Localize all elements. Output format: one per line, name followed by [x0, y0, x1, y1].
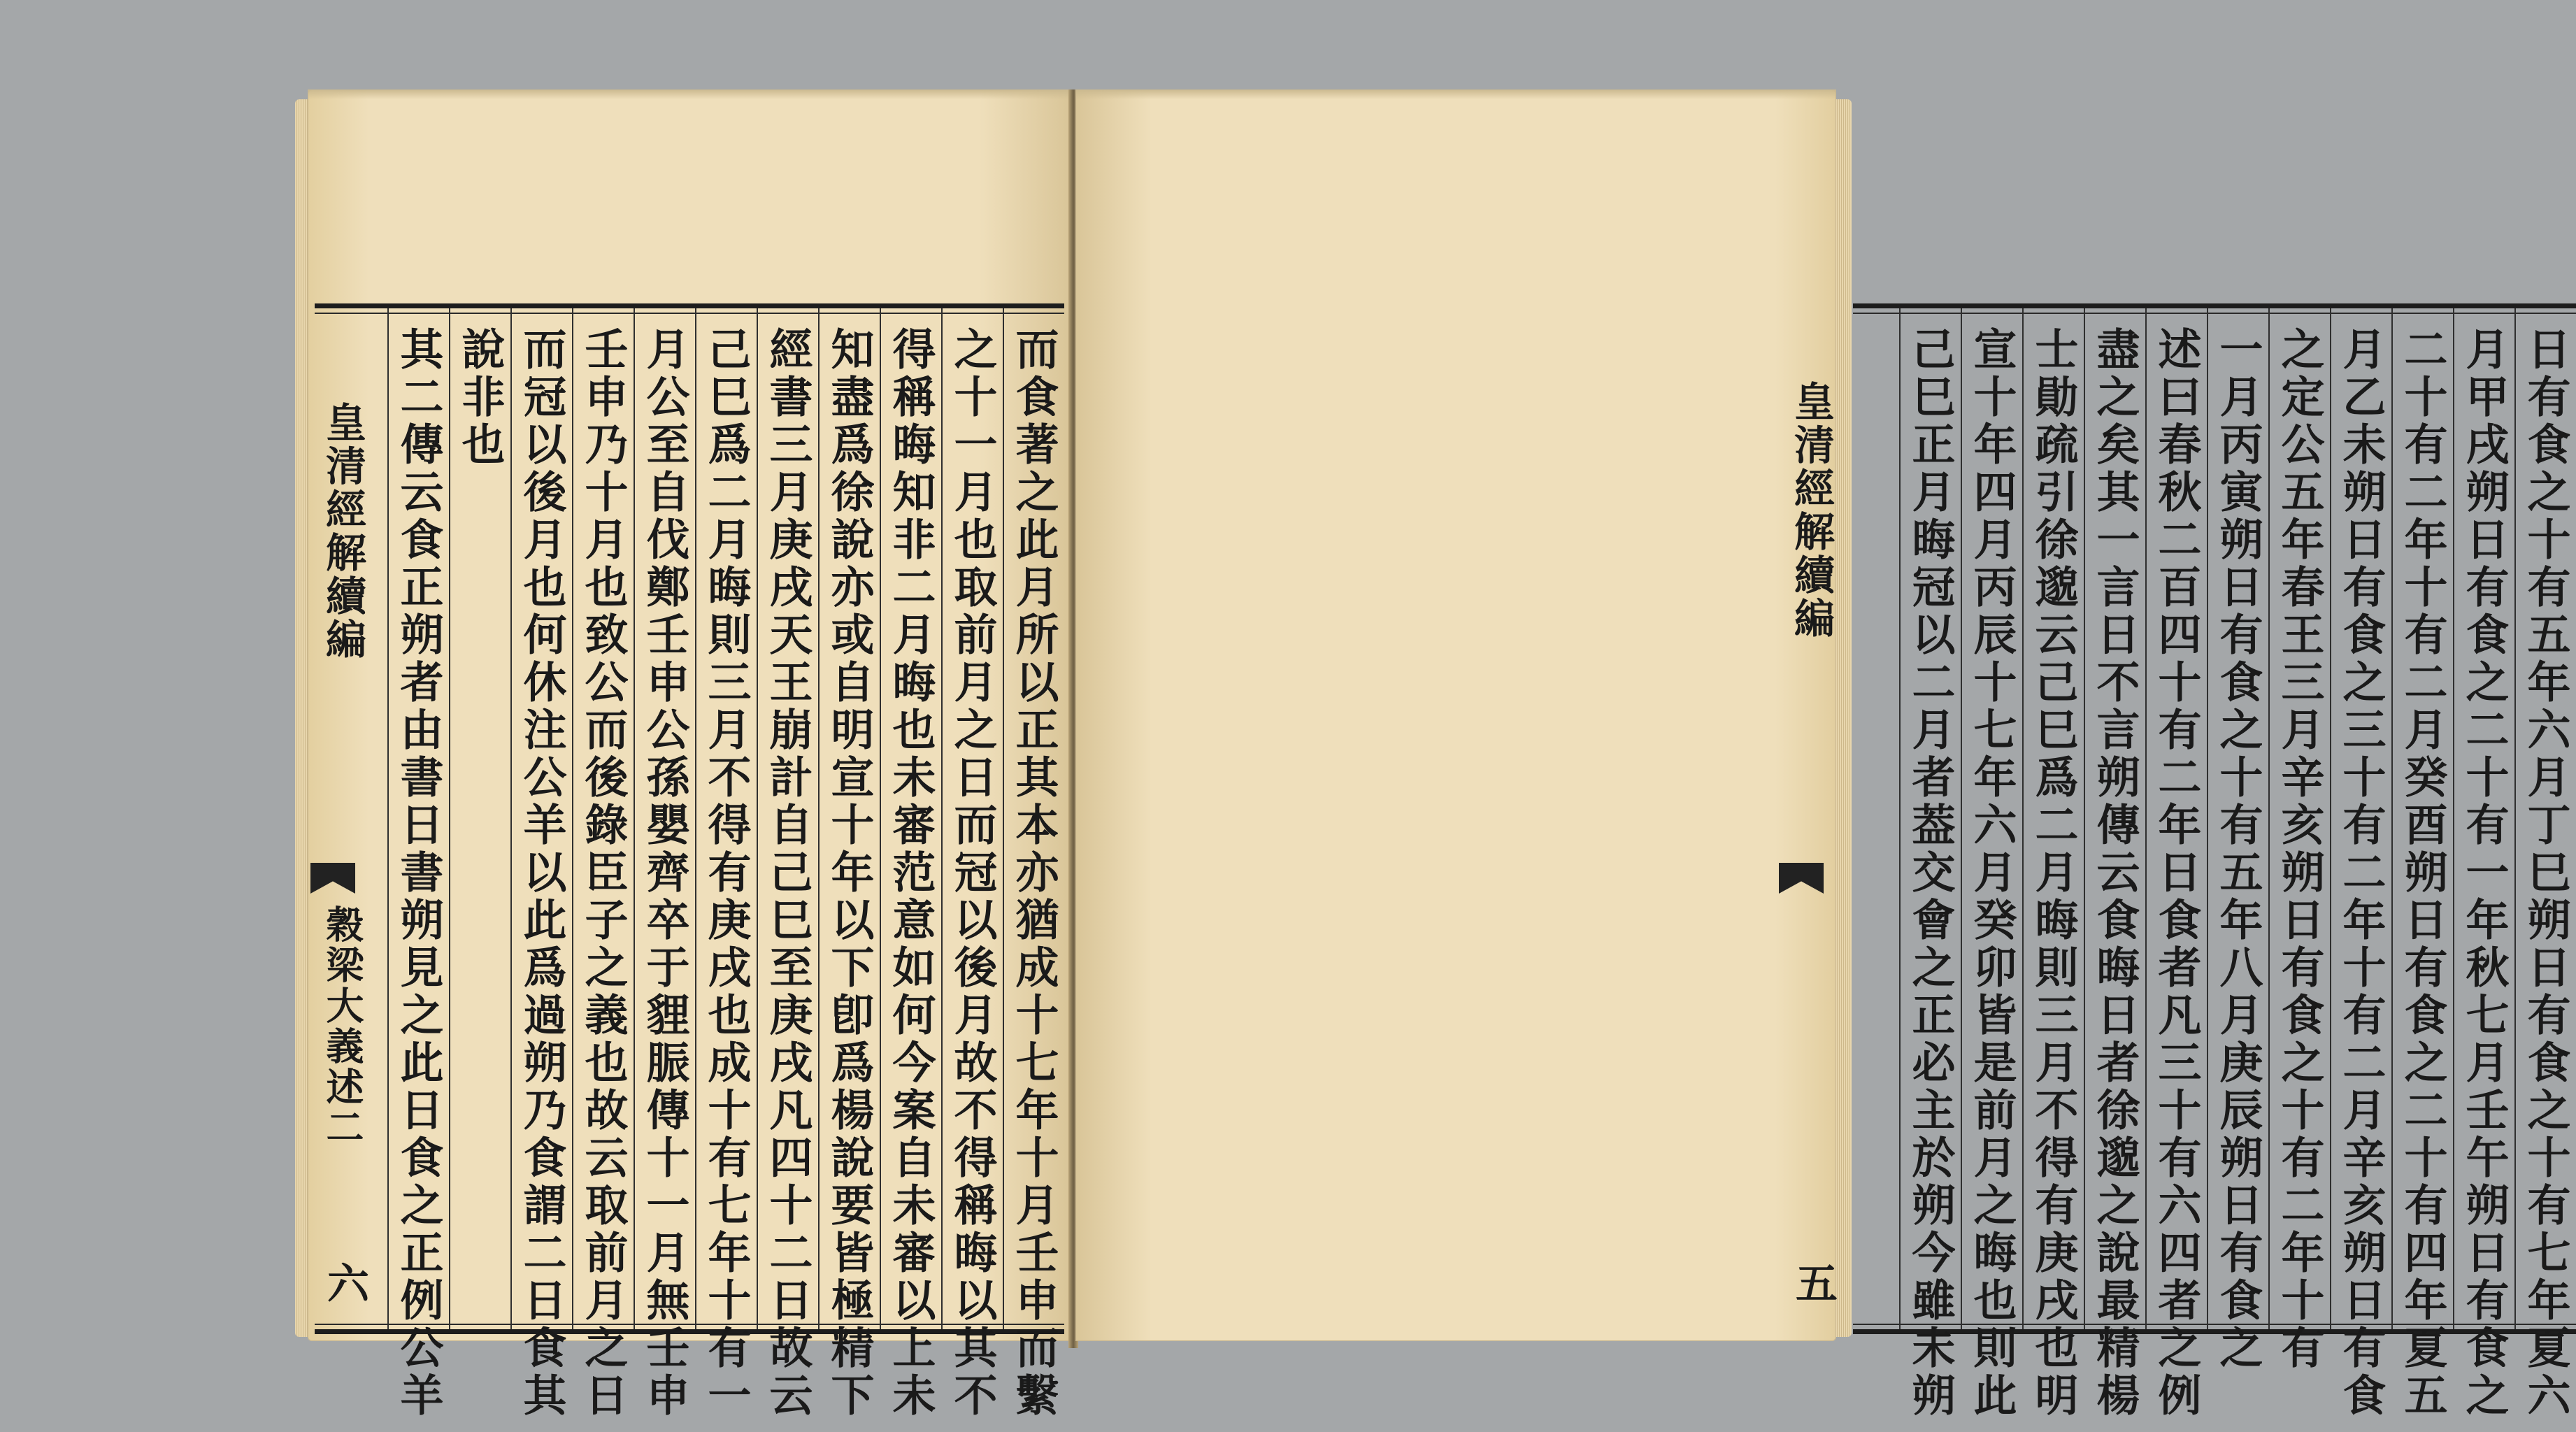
column-text: 經書三月庚戌天王崩計自己巳至庚戌凡四十二日故云: [762, 327, 813, 1420]
text-column: [941, 308, 1003, 1420]
page-shadow: [1075, 90, 1836, 99]
text-column: [818, 308, 880, 1420]
column-text: 得稱晦知非二月晦也未審范意如何今案自未審以上未: [885, 327, 936, 1420]
column-text: 盡之矣其一言日不言朔傳云食晦日者徐邈之說最精楊: [2089, 327, 2140, 1420]
text-column: [449, 308, 510, 1329]
left-fold-column: [306, 303, 369, 1334]
column-text: 己巳正月晦冠以二月者葢交會之正必主於朔今雖未朔: [1905, 327, 1956, 1420]
column-text: 說非也: [455, 327, 506, 469]
right-fold-column: [1775, 303, 1838, 1334]
text-column: [1899, 308, 1961, 1420]
left-text-frame: [315, 303, 1064, 1420]
text-column: [2391, 308, 2453, 1420]
fold-title: 皇清經解續編: [319, 401, 366, 661]
column-text: 月公至自伐鄭壬申公孫嬰齊卒于貍脤傳十一月無壬申: [639, 327, 690, 1420]
fold-leaf-number: 六: [320, 1261, 369, 1303]
column-text: 之十一月也取前月之日而冠以後月故不得稱晦以其不: [947, 327, 998, 1420]
text-column: [634, 308, 695, 1420]
column-text: 知盡爲徐說亦或自明宣十年以下卽爲楊說要皆極精下: [824, 327, 875, 1420]
text-column: [2022, 308, 2084, 1420]
text-column: [1003, 308, 1064, 1420]
text-column: [387, 308, 449, 1420]
column-text: 己巳爲二月晦則三月不得有庚戌也成十有七年十有一: [701, 327, 752, 1420]
text-column: [2330, 308, 2391, 1420]
text-column: [572, 308, 634, 1420]
fold-title: 皇清經解續編: [1787, 380, 1835, 640]
column-text: 之定公五年春王三月辛亥朔日有食之十有二年十有: [2274, 327, 2325, 1373]
text-column: [757, 308, 818, 1420]
text-column: [880, 308, 941, 1420]
column-text: 宣十年四月丙辰十七年六月癸卯皆是前月之晦也則此: [1966, 327, 2017, 1420]
text-column: [2453, 308, 2514, 1420]
text-column: [2145, 308, 2207, 1420]
fish-tail-mark: [1779, 863, 1824, 894]
column-text: 壬申乃十月也致公而後錄臣子之義也故云取前月之日: [578, 327, 629, 1420]
column-text: 月甲戌朔日有食之二十有一年秋七月壬午朔日有食之: [2459, 327, 2510, 1420]
right-page: [1075, 90, 2571, 1420]
text-column: [2207, 308, 2268, 1373]
column-text: 其二傳云食正朔者由書日書朔見之此日食之正例公羊: [393, 327, 444, 1420]
text-column: [695, 308, 757, 1420]
fold-section-title: 穀梁大義述二: [320, 905, 365, 1148]
column-text: 士勛疏引徐邈云己巳爲二月晦則三月不得有庚戌也明: [2028, 327, 2079, 1420]
column-text: 述曰春秋二百四十有二年日食者凡三十有六四者之例: [2151, 327, 2202, 1420]
text-column: [510, 308, 572, 1420]
right-text-frame: [1853, 303, 2576, 1420]
column-text: 月乙未朔日有食之三十有二年十有二月辛亥朔日有食: [2335, 327, 2387, 1420]
fish-tail-mark: [310, 863, 355, 894]
text-column: [1961, 308, 2022, 1420]
column-text: 一月丙寅朔日有食之十有五年八月庚辰朔日有食之: [2212, 327, 2263, 1373]
right-columns: [1853, 308, 2576, 1420]
left-columns: [375, 308, 1064, 1420]
book-spread: [308, 90, 2571, 1420]
text-column: [2514, 308, 2576, 1420]
column-text: 而食著之此月所以正其本亦猶成十七年十月壬申而繫: [1008, 327, 1059, 1420]
column-text: 二十有二年十有二月癸酉朔日有食之二十有四年夏五: [2397, 327, 2448, 1420]
text-column: [2084, 308, 2145, 1420]
left-page: [308, 90, 1071, 1420]
column-text: 而冠以後月也何休注公羊以此爲過朔乃食謂二日食其: [516, 327, 567, 1420]
page-shadow: [308, 90, 1071, 99]
fold-leaf-number: 五: [1789, 1261, 1838, 1303]
text-column: [2268, 308, 2330, 1373]
column-text: 日有食之十有五年六月丁巳朔日有食之十有七年夏六: [2520, 327, 2571, 1420]
